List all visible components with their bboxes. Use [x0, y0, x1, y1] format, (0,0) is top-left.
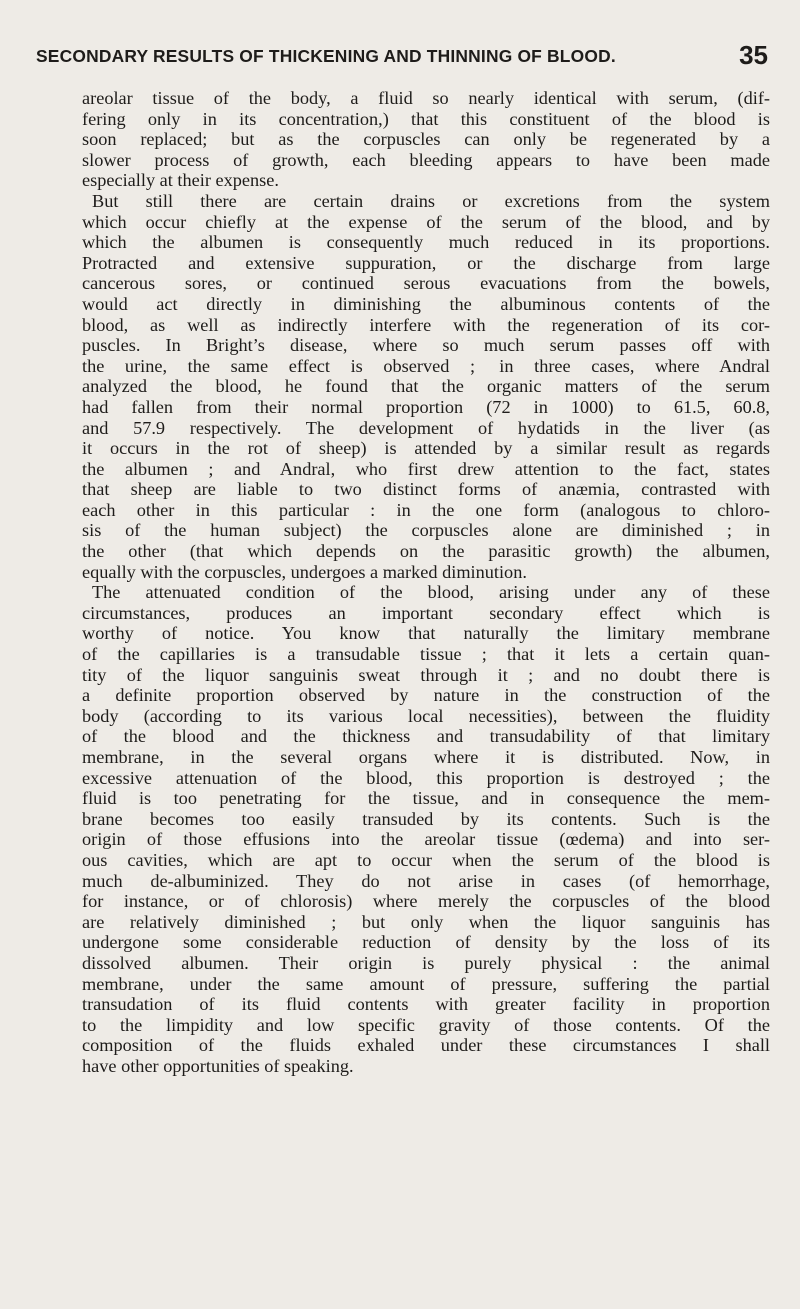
text-line: of the capillaries is a transudable tissue ; that it lets a certain quan-	[82, 644, 770, 665]
text-line: cancerous sores, or continued serous evacuations from the bowels,	[82, 273, 770, 294]
text-line: soon replaced; but as the corpuscles can only be regenerated by a	[82, 129, 770, 150]
text-line: it occurs in the rot of sheep) is attended by a similar result as regards	[82, 438, 770, 459]
text-line: that sheep are liable to two distinct forms of anæmia, contrasted with	[82, 479, 770, 500]
text-line: each other in this particular : in the one form (analogous to chloro-	[82, 499, 770, 520]
text-line: undergone some considerable reduction of density by the loss of its	[82, 932, 770, 953]
text-line: equally with the corpuscles, undergoes a marked diminution.	[82, 561, 527, 582]
text-line: But still there are certain drains or excretions from the system	[92, 190, 770, 211]
text-line: analyzed the blood, he found that the organic matters of the serum	[82, 376, 770, 397]
text-line: membrane, under the same amount of pressure, suffering the partial	[82, 973, 770, 994]
text-line: much de-albuminized. They do not arise in cases (of hemorrhage,	[82, 870, 770, 891]
text-line: circumstances, produces an important secondary effect which is	[82, 602, 770, 623]
text-line: excessive attenuation of the blood, this proportion is destroyed ; the	[82, 767, 770, 788]
text-line: blood, as well as indirectly interfere with the regeneration of its cor-	[82, 314, 770, 335]
text-line: body (according to its various local necessities), between the fluidity	[82, 705, 770, 726]
running-head-title: SECONDARY RESULTS OF THICKENING AND THINNING OF BLOOD.	[36, 46, 616, 66]
text-line: fluid is too penetrating for the tissue, and in consequence the mem-	[82, 788, 770, 809]
text-line: especially at their expense.	[82, 170, 279, 191]
text-line: and 57.9 respectively. The development of hydatids in the liver (as	[82, 417, 770, 438]
text-line: ous cavities, which are apt to occur when the serum of the blood is	[82, 849, 770, 870]
text-line: transudation of its fluid contents with greater facility in proportion	[82, 994, 770, 1015]
text-line: brane becomes too easily transuded by its contents. Such is the	[82, 808, 770, 829]
text-line: Protracted and extensive suppuration, or the discharge from large	[82, 252, 770, 273]
text-line: origin of those effusions into the areolar tissue (œdema) and into ser-	[82, 829, 770, 850]
text-line: fering only in its concentration,) that this constituent of the blood is	[82, 108, 770, 129]
text-line: slower process of growth, each bleeding appears to have been made	[82, 149, 770, 170]
text-line: had fallen from their normal proportion (72 in 1000) to 61.5, 60.8,	[82, 396, 770, 417]
text-line: puscles. In Bright’s disease, where so much serum passes off with	[82, 335, 770, 356]
text-line: the albumen ; and Andral, who first drew attention to the fact, states	[82, 458, 770, 479]
text-line: would act directly in diminishing the albuminous contents of the	[82, 293, 770, 314]
text-line: areolar tissue of the body, a fluid so nearly identical with serum, (dif-	[82, 88, 770, 108]
running-head	[36, 40, 768, 76]
text-line: membrane, in the several organs where it is distributed. Now, in	[82, 747, 770, 767]
text-line: the other (that which depends on the parasitic growth) the albumen,	[82, 541, 770, 562]
text-line: tity of the liquor sanguinis sweat through it ; and no doubt there is	[82, 664, 770, 685]
text-line: are relatively diminished ; but only when the liquor sanguinis has	[82, 911, 770, 932]
text-line: composition of the fluids exhaled under these circumstances I shall	[82, 1035, 770, 1056]
text-line: a definite proportion observed by nature in the construction of the	[82, 685, 770, 706]
text-line: the urine, the same effect is observed ; in three cases, where Andral	[82, 355, 770, 376]
text-line: which the albumen is consequently much reduced in its proportions.	[82, 232, 770, 253]
text-line: for instance, or of chlorosis) where merely the corpuscles of the blood	[82, 891, 770, 912]
text-line: worthy of notice. You know that naturally the limitary membrane	[82, 623, 770, 644]
text-line: sis of the human subject) the corpuscles alone are diminished ; in	[82, 520, 770, 541]
body-text	[82, 88, 770, 1077]
text-line: to the limpidity and low specific gravity of those contents. Of the	[82, 1014, 770, 1035]
text-line: dissolved albumen. Their origin is purely physical : the animal	[82, 952, 770, 973]
text-line: have other opportunities of speaking.	[82, 1055, 354, 1076]
text-line: The attenuated condition of the blood, arising under any of these	[92, 582, 770, 603]
page-number: 35	[739, 40, 768, 70]
text-line: of the blood and the thickness and transudability of that limitary	[82, 726, 770, 747]
text-line: which occur chiefly at the expense of the serum of the blood, and by	[82, 211, 770, 232]
